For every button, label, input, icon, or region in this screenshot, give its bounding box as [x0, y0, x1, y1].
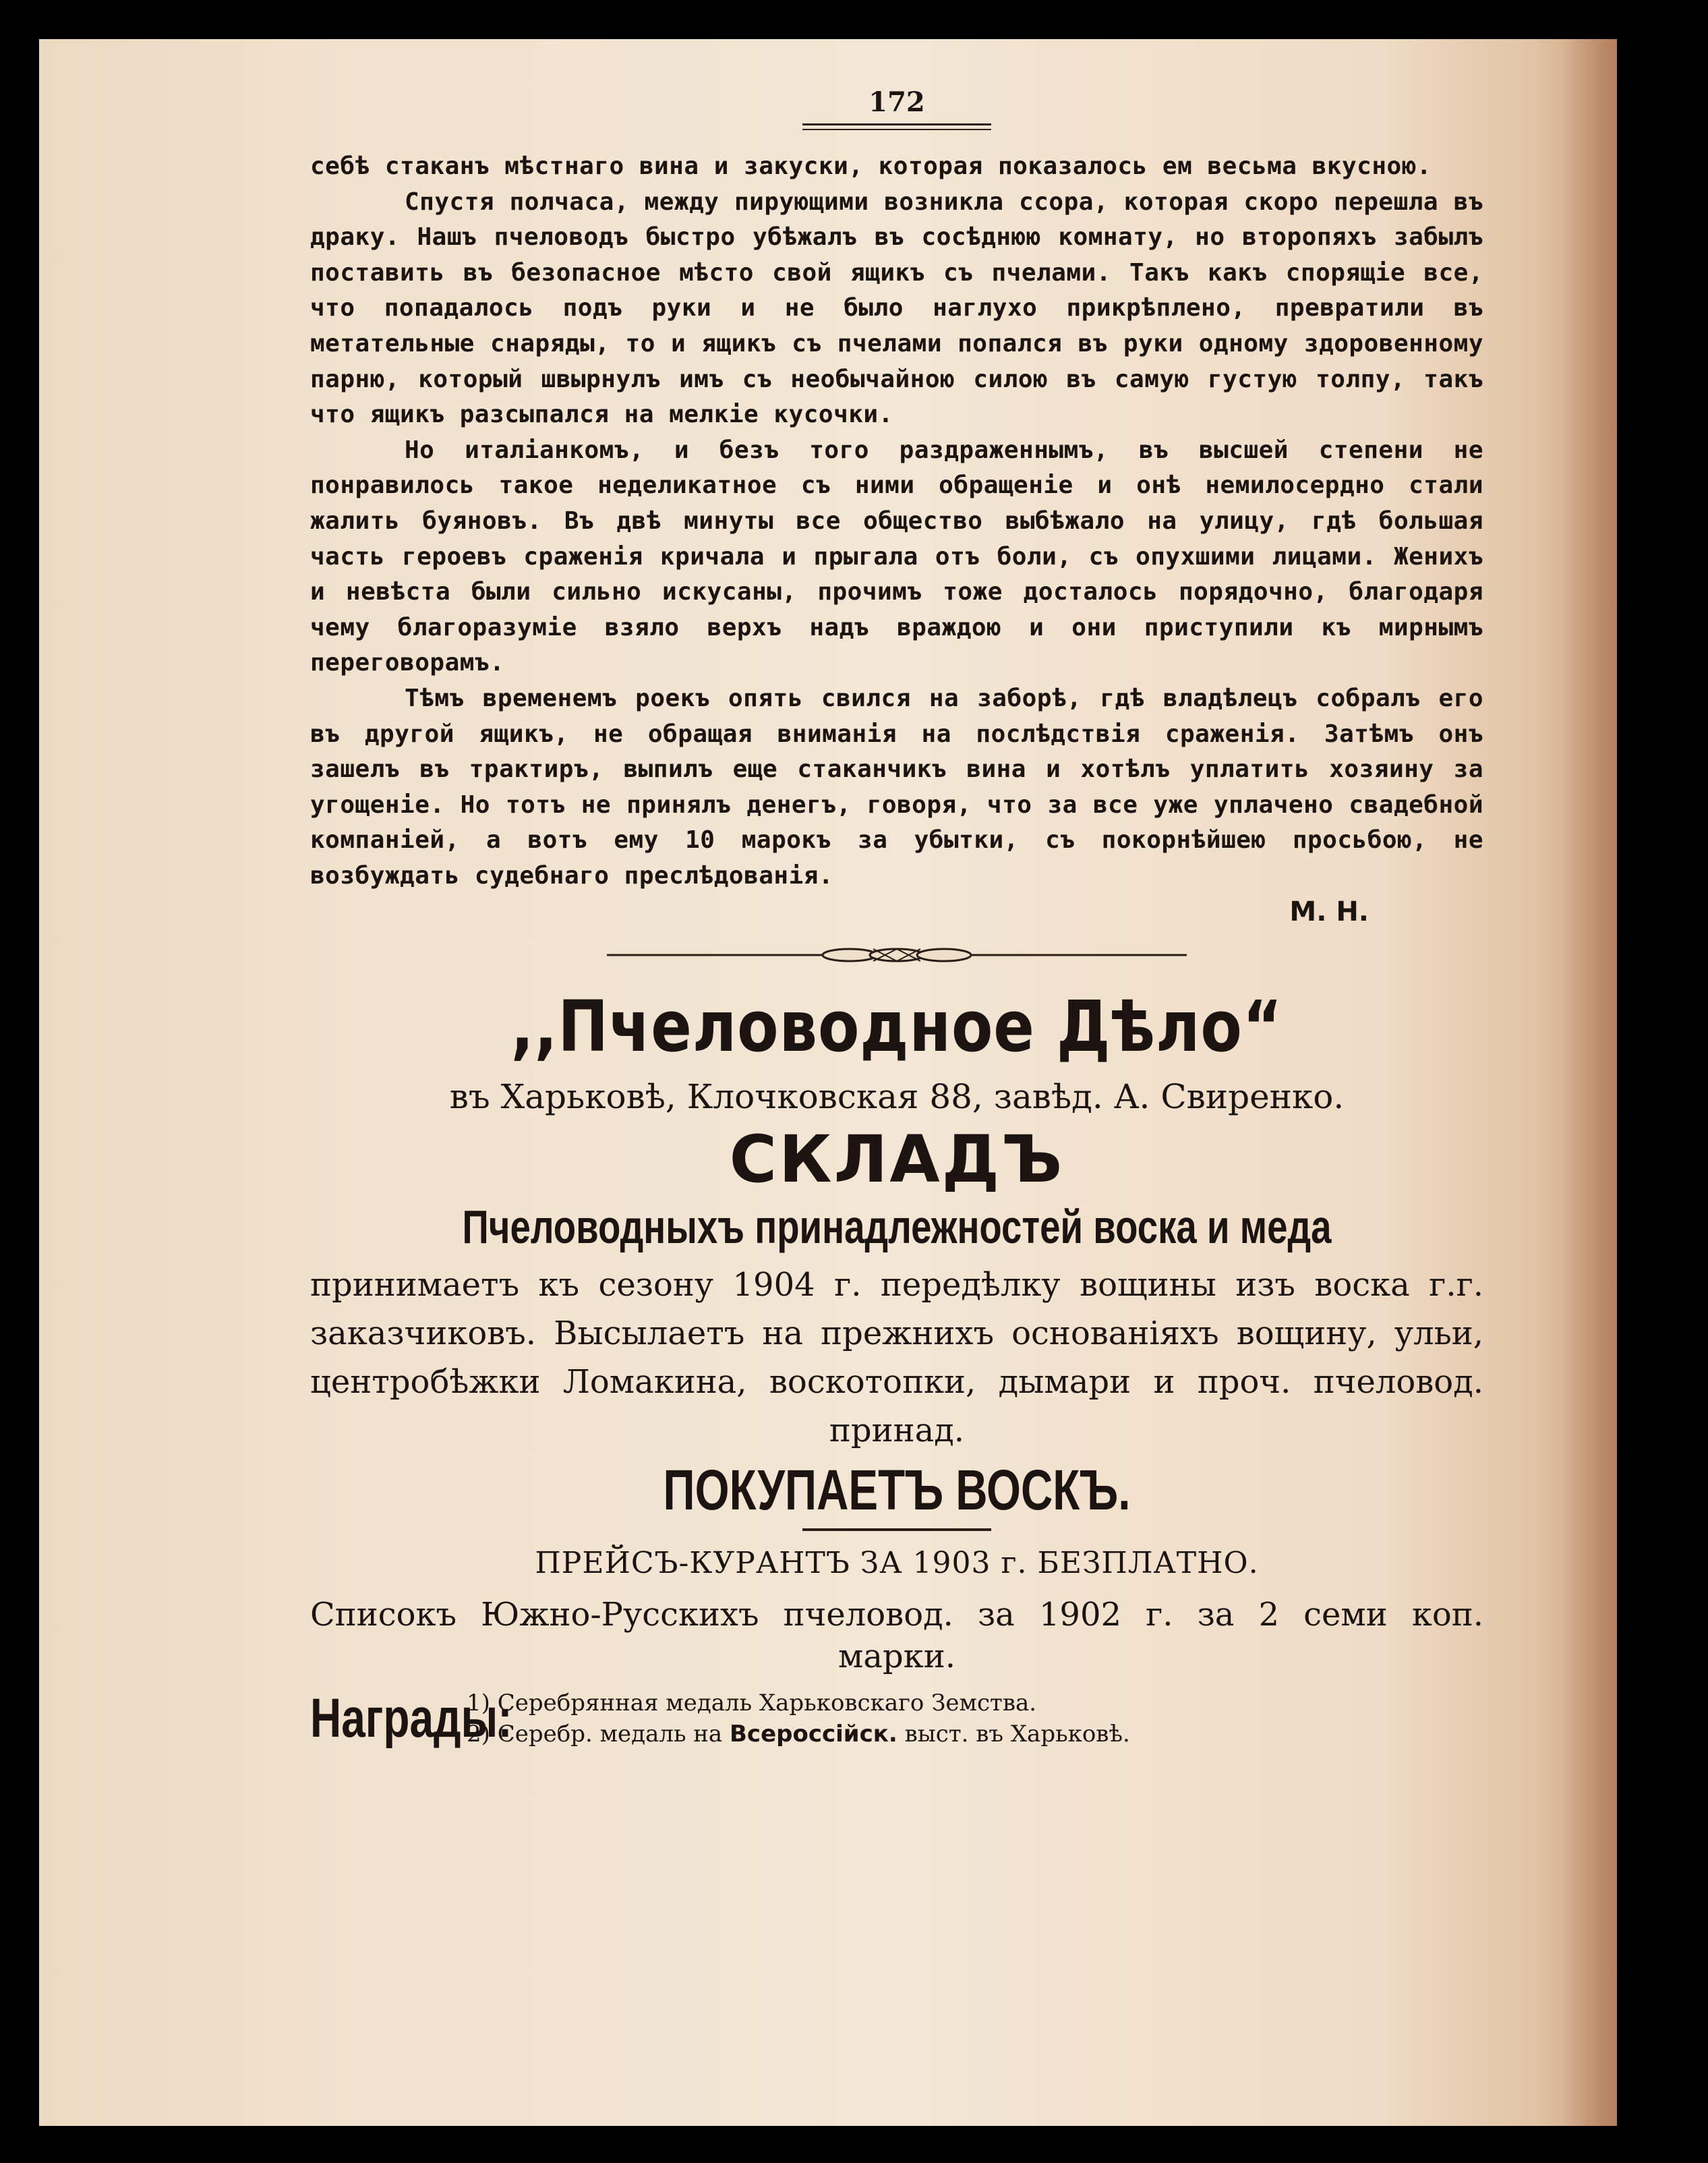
page-content [310, 86, 1483, 1750]
ad-title: ,,Пчеловодное Дѣло“ [510, 985, 1283, 1068]
ad-heading: СКЛАДЪ [729, 1122, 1065, 1198]
book-page [39, 39, 1617, 2126]
ad-buy-wax: ПОКУПАЕТЪ ВОСКЪ. [663, 1458, 1131, 1522]
page-gutter-shadow [1563, 39, 1617, 2126]
award-item: 1) Серебрянная медаль Харьковскаго Земства. [467, 1690, 1037, 1717]
ad-list-offer: Списокъ Южно-Русскихъ пчеловод. за 1902 г. за 2 семи коп. марки. [310, 1596, 1483, 1676]
article-paragraph: Спустя полчаса, между пирующими возникла ссора, которая скоро перешла въ драку. Нашъ пчеловодъ быстро убѣжалъ въ сосѣднюю комнату, но второпяхъ забылъ поставить въ безопасное мѣсто свой ящикъ съ пчелами. Такъ какъ спорящіе все, что попадалось подъ руки и не было наглухо прикрѣплено, превратили въ метательные снаряды, то и ящикъ съ пчелами попался въ руки одному здоровенному парню, который швырнулъ имъ съ необычайною силою въ самую густую толпу, такъ что ящикъ разсыпался на мелкіе кусочки. [310, 188, 1483, 429]
article-paragraph: Тѣмъ временемъ роекъ опять свился на заборѣ, гдѣ владѣлецъ собралъ его въ другой ящикъ, не обращая вниманія на послѣдствія сраженія. Затѣмъ онъ зашелъ въ трактиръ, выпилъ еще стаканчикъ вина и хотѣлъ уплатить хозяину за угощеніе. Но тотъ не принялъ денегъ, говоря, что за все уже уплачено свадебной компаніей, а вотъ ему 10 марокъ за убытки, съ покорнѣйшею просьбою, не возбуждать судебнаго преслѣдованія. [310, 684, 1483, 890]
article-paragraph: Но италіанкомъ, и безъ того раздраженнымъ, въ высшей степени не понравилось такое неделикатное съ ними обращеніе и онѣ немилосердно стали жалить буяновъ. Въ двѣ минуты все общество выбѣжало на улицу, гдѣ большая часть героевъ сраженія кричала и прыгала отъ боли, съ опухшими лицами. Женихъ и невѣста были сильно искусаны, прочимъ тоже досталось порядочно, благодаря чему благоразуміе взяло верхъ надъ враждою и они приступили къ мирнымъ переговорамъ. [310, 436, 1483, 677]
awards-block [310, 1687, 1483, 1750]
ad-address: въ Харьковѣ, Клочковская 88, завѣд. А. Свиренко. [449, 1077, 1345, 1117]
ad-subheading: Пчеловодныхъ принадлежностей воска и меда [462, 1201, 1332, 1254]
award-text: выст. въ Харьковѣ. [897, 1721, 1130, 1748]
page-number-rule [802, 123, 991, 130]
article-paragraph: себѣ стаканъ мѣстнаго вина и закуски, которая показалось ем весьма вкусною. [310, 152, 1432, 180]
ornament-divider [607, 945, 1187, 965]
award-text-bold: Всероссійск. [730, 1721, 897, 1748]
ad-rule [802, 1528, 991, 1531]
awards-label: Награды: [310, 1688, 512, 1750]
article-signature: М. Н. [1289, 896, 1369, 928]
article-text [310, 149, 1483, 894]
ad-body-text: принимаетъ къ сезону 1904 г. передѣлку вощины изъ воска г.г. заказчиковъ. Высылаетъ на прежнихъ основаніяхъ вощину, ульи, центробѣжки Ломакина, воскотопки, дымари и проч. пчеловод. принад. [310, 1266, 1483, 1450]
award-item [467, 1719, 1130, 1750]
award-text: 2) Серебр. медаль на [467, 1721, 730, 1748]
page-number: 172 [868, 86, 925, 118]
ad-price-list: ПРЕЙСЪ-КУРАНТЪ ЗА 1903 г. БЕЗПЛАТНО. [535, 1546, 1259, 1581]
awards-list [467, 1688, 1130, 1750]
